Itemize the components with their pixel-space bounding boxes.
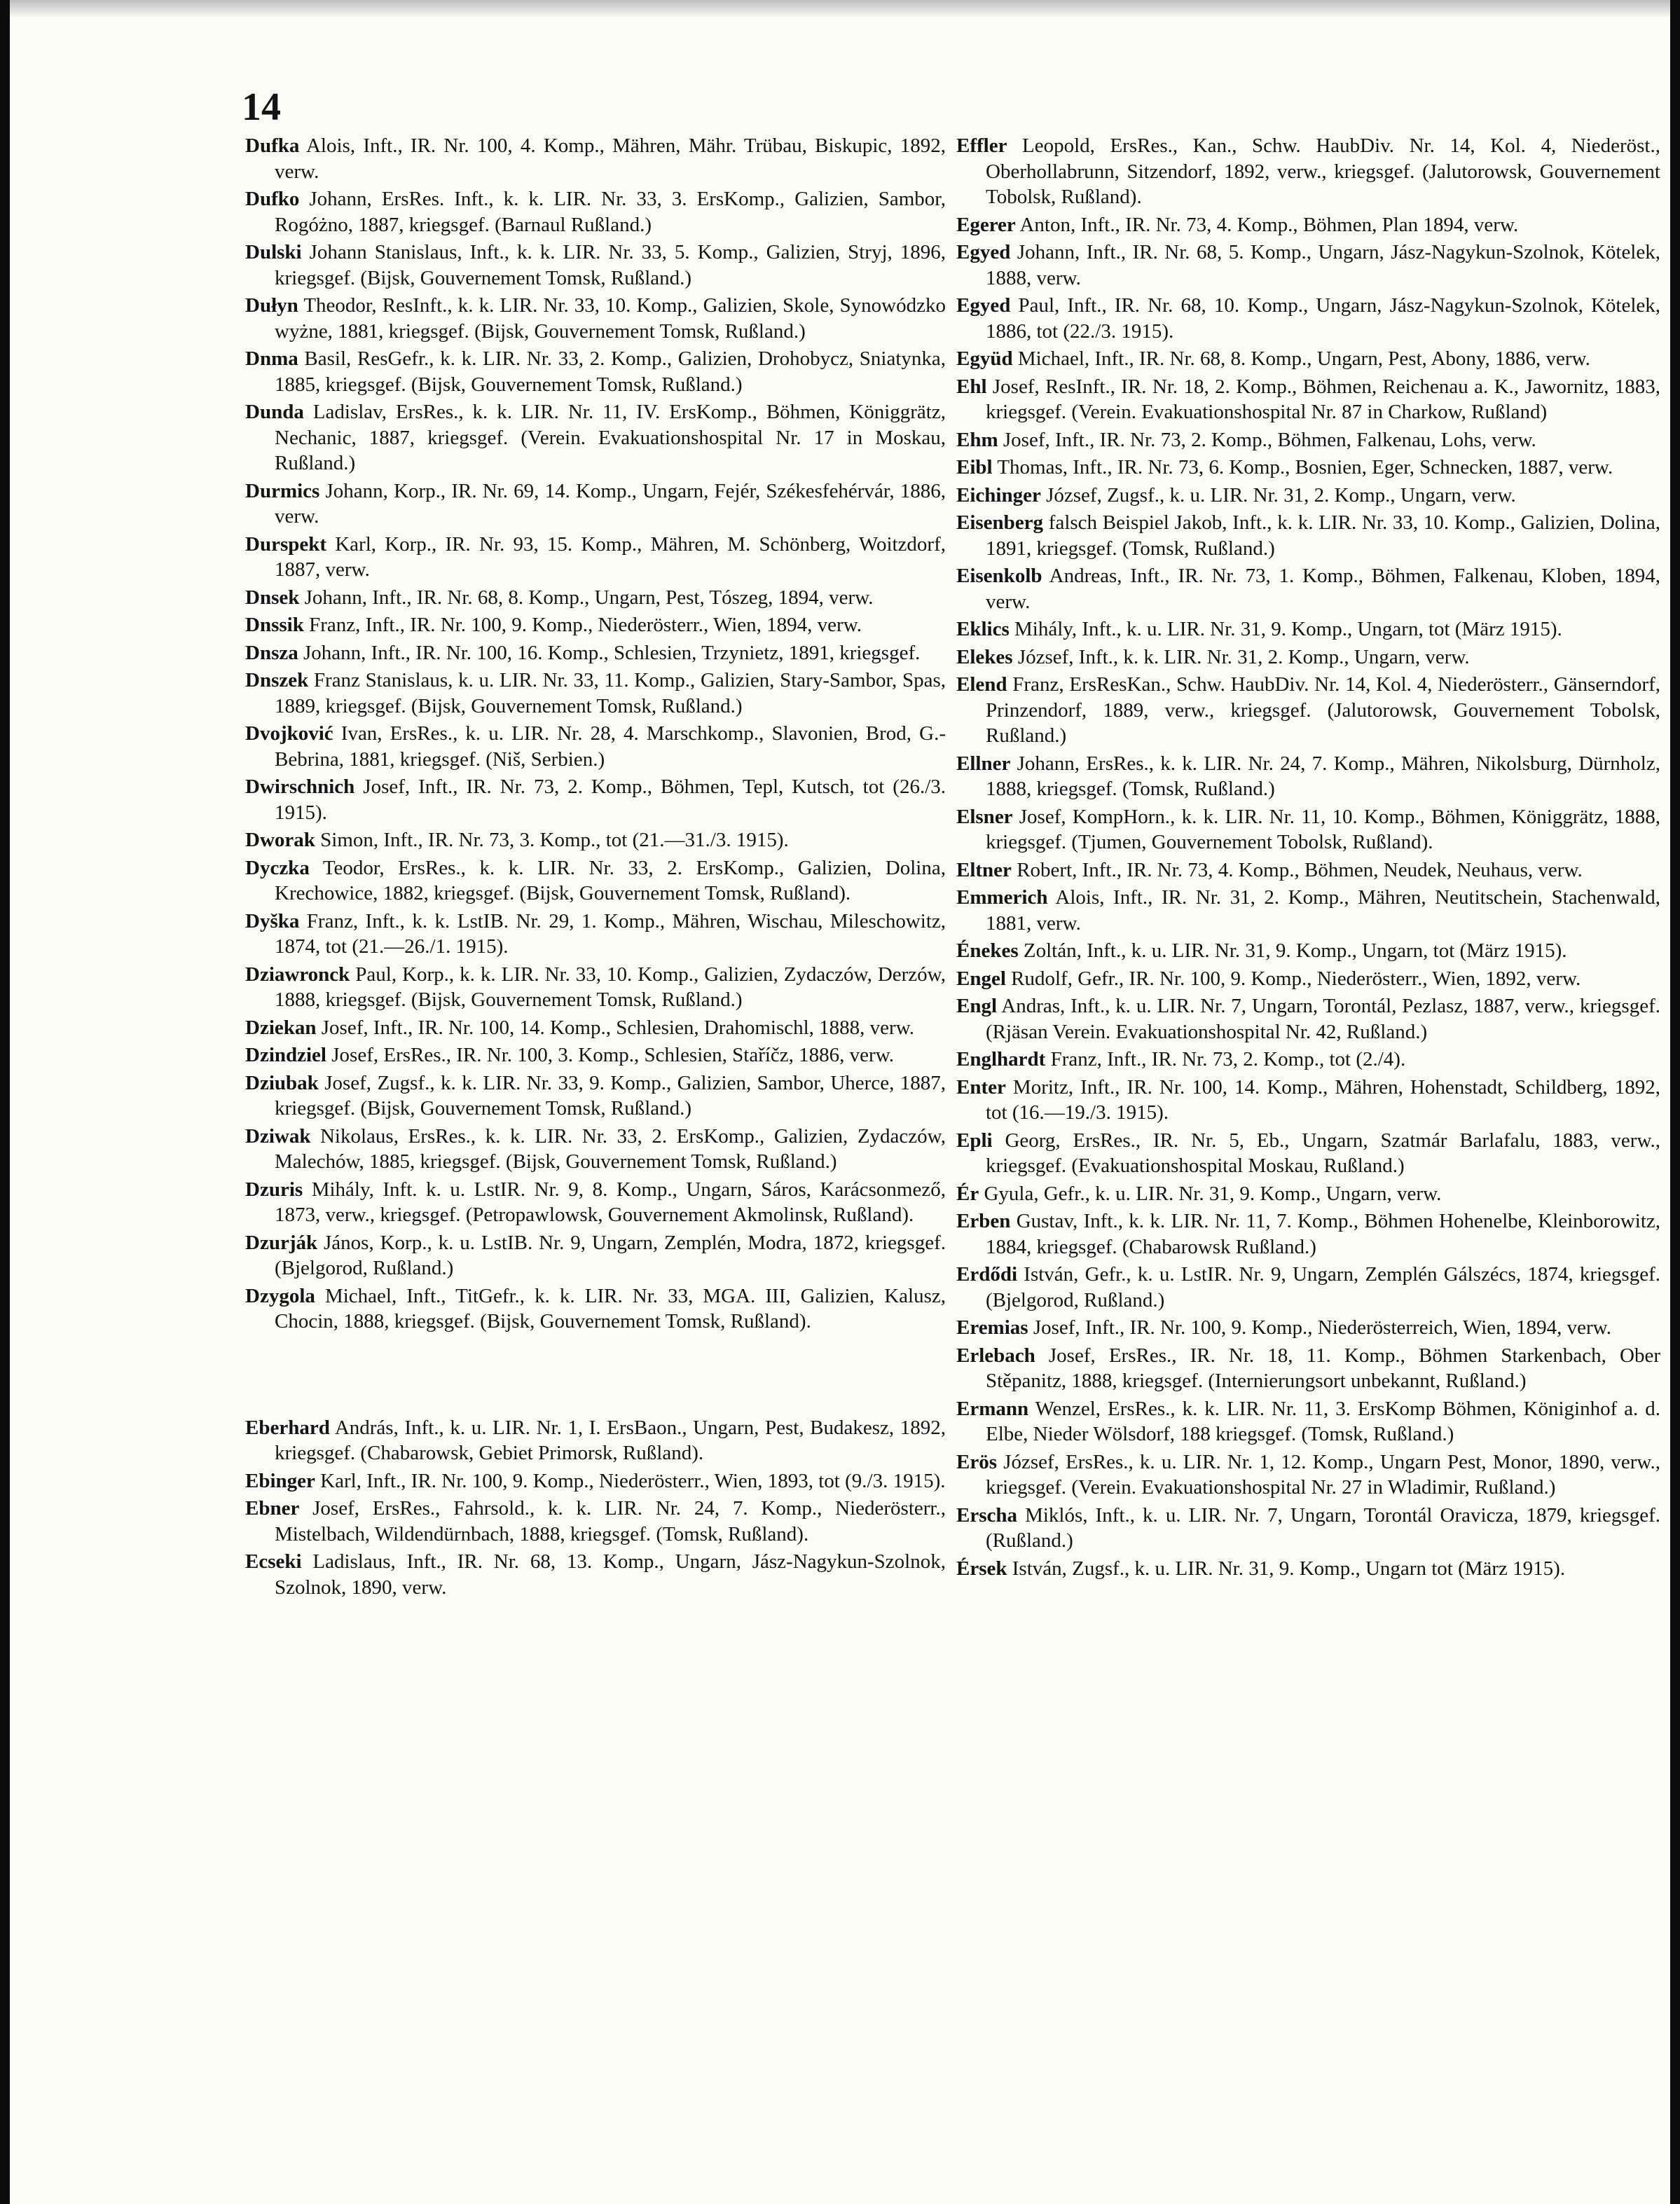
entry-surname: Dziubak (245, 1071, 319, 1094)
register-entry (245, 399, 946, 476)
entry-details: Josef, Inft., IR. Nr. 100, 9. Komp., Niederösterreich, Wien, 1894, verw. (1028, 1316, 1611, 1339)
entry-surname: Dziwak (245, 1124, 311, 1148)
entry-details: Georg, ErsRes., IR. Nr. 5, Eb., Ungarn, Szatmár Barlafalu, 1883, verw., kriegsgef. (Evakuationshospital Moskau, Rußland.) (986, 1129, 1660, 1177)
register-entry (956, 1449, 1660, 1501)
entry-surname: Egerer (956, 213, 1016, 236)
register-entry (245, 612, 946, 638)
entry-surname: Enter (956, 1075, 1006, 1098)
entry-surname: Eichinger (956, 483, 1041, 507)
entry-details: István, Zugsf., k. u. LIR. Nr. 31, 9. Komp., Ungarn tot (März 1915). (1007, 1557, 1566, 1580)
entry-surname: Elsner (956, 805, 1013, 828)
entry-details: Gyula, Gefr., k. u. LIR. Nr. 31, 9. Komp., Ungarn, verw. (979, 1182, 1442, 1205)
entry-details: Josef, ErsRes., IR. Nr. 100, 3. Komp., Schlesien, Staříčz, 1886, verw. (326, 1044, 895, 1066)
entry-surname: Emmerich (956, 886, 1048, 909)
entry-details: Nikolaus, ErsRes., k. k. LIR. Nr. 33, 2. ErsKomp., Galizien, Zydaczów, Malechów, 1885, kriegsgef. (Bijsk, Gouvernement Tomsk, Rußland.) (275, 1124, 946, 1173)
entry-details: Wenzel, ErsRes., k. k. LIR. Nr. 11, 3. ErsKomp Böhmen, Königinhof a. d. Elbe, Nieder Wölsdorf, 188 kriegsgef. (Tomsk, Rußland.) (986, 1397, 1660, 1445)
register-entry (956, 804, 1660, 855)
register-entry (245, 240, 946, 291)
register-entry (245, 962, 946, 1013)
entry-surname: Ér (956, 1182, 979, 1205)
entry-surname: Dnszek (245, 669, 309, 691)
entry-details: Robert, Inft., IR. Nr. 73, 4. Komp., Böhmen, Neudek, Neuhaus, verw. (1011, 858, 1583, 881)
register-entry (956, 1343, 1660, 1394)
register-entry (245, 1124, 946, 1175)
entry-details: Ladislav, ErsRes., k. k. LIR. Nr. 11, IV. ErsKomp., Böhmen, Königgrätz, Nechanic, 1887, kriegsgef. (Verein. Evakuationshospital Nr. 17 in Moskau, Rußland.) (275, 401, 946, 474)
entry-surname: Dzindziel (245, 1044, 326, 1066)
entry-surname: Dworak (245, 829, 315, 851)
entry-surname: Erlebach (956, 1344, 1035, 1367)
entry-details: Andreas, Inft., IR. Nr. 73, 1. Komp., Böhmen, Falkenau, Kloben, 1894, verw. (986, 565, 1660, 613)
entry-surname: Eisenberg (956, 511, 1044, 534)
register-entry (245, 585, 946, 611)
entry-surname: Dzurják (245, 1231, 318, 1254)
register-entry (956, 966, 1660, 992)
entry-surname: Effler (956, 135, 1007, 157)
entry-surname: Egyed (956, 294, 1011, 317)
entry-details: Franz, ErsResKan., Schw. HaubDiv. Nr. 14, Kol. 4, Niederösterr., Gänserndorf, Prinzendorf, 1889, verw., kriegsgef. (Jalutorowsk, Gouvernement Tobolsk, Rußland.) (986, 673, 1660, 747)
register-entry (956, 645, 1660, 670)
entry-surname: Eberhard (245, 1416, 330, 1439)
entry-surname: Erös (956, 1450, 997, 1473)
entry-details: János, Korp., k. u. LstIB. Nr. 9, Ungarn, Zemplén, Modra, 1872, kriegsgef. (Bjelgorod, Rußland.) (275, 1231, 946, 1279)
register-entry (245, 532, 946, 583)
entry-details: Mihály, Inft. k. u. LstIR. Nr. 9, 8. Komp., Ungarn, Sáros, Karácsonmező, 1873, verw., kriegsgef. (Petropawlowsk, Gouvernement Akmolinsk, Rußland). (275, 1178, 946, 1226)
register-entry (245, 827, 946, 853)
entry-details: Josef, Inft., IR. Nr. 73, 2. Komp., Böhmen, Falkenau, Lohs, verw. (998, 428, 1536, 451)
entry-surname: Ehl (956, 375, 987, 398)
entry-details: Franz, Inft., IR. Nr. 100, 9. Komp., Niederösterr., Wien, 1894, verw. (303, 614, 862, 636)
entry-surname: Dnma (245, 347, 298, 370)
entry-details: Teodor, ErsRes., k. k. LIR. Nr. 33, 2. ErsKomp., Galizien, Dolina, Krechowice, 1882, kriegsgef. (Bijsk, Gouvernement Tomsk, Rußland). (275, 856, 946, 904)
scan-left-edge (0, 0, 10, 2204)
entry-surname: Egyed (956, 241, 1011, 263)
entry-details: József, Inft., k. k. LIR. Nr. 31, 2. Komp., Ungarn, verw. (1012, 645, 1470, 668)
entry-surname: Englhardt (956, 1048, 1046, 1070)
register-entry (245, 1070, 946, 1122)
entry-details: falsch Beispiel Jakob, Inft., k. k. LIR. Nr. 33, 10. Komp., Galizien, Dolina, 1891, kriegsgef. (Tomsk, Rußland.) (986, 511, 1660, 560)
entry-surname: Dufka (245, 135, 300, 157)
entry-surname: Dyczka (245, 856, 310, 879)
register-entry (956, 1075, 1660, 1126)
entry-surname: Ecseki (245, 1550, 302, 1573)
register-entry (245, 1283, 946, 1335)
entry-details: Paul, Korp., k. k. LIR. Nr. 33, 10. Komp., Galizien, Zydaczów, Derzów, 1888, kriegsgef. (Bijsk, Gouvernement Tomsk, Rußland.) (275, 963, 946, 1011)
entry-details: Josef, ErsRes., IR. Nr. 18, 11. Komp., Böhmen Starkenbach, Ober Stěpanitz, 1888, kriegsgef. (Internierungsort unbekannt, Rußland.) (986, 1344, 1660, 1392)
entry-surname: Durmics (245, 479, 320, 502)
register-entry (245, 668, 946, 719)
entry-details: Josef, ErsRes., Fahrsold., k. k. LIR. Nr. 24, 7. Komp., Niederösterr., Mistelbach, Wildendürnbach, 1888, kriegsgef. (Tomsk, Rußland). (275, 1497, 946, 1545)
entry-surname: Dnssik (245, 614, 304, 636)
entry-details: Johann, ErsRes., k. k. LIR. Nr. 24, 7. Komp., Mähren, Nikolsburg, Dürnholz, 1888, kriegsgef. (Tomsk, Rußland.) (986, 752, 1660, 800)
entry-surname: Ellner (956, 752, 1011, 775)
entry-details: Simon, Inft., IR. Nr. 73, 3. Komp., tot (21.—31./3. 1915). (315, 829, 789, 851)
register-entry (245, 1468, 946, 1494)
register-entry (956, 1262, 1660, 1313)
entry-details: Paul, Inft., IR. Nr. 68, 10. Komp., Ungarn, Jász-Nagykun-Szolnok, Kötelek, 1886, tot (22./3. 1915). (986, 294, 1660, 343)
entry-details: Josef, Zugsf., k. k. LIR. Nr. 33, 9. Komp., Galizien, Sambor, Uherce, 1887, kriegsgef. (Bijsk, Gouvernement Tomsk, Rußland.) (275, 1071, 946, 1120)
register-entry (956, 455, 1660, 481)
register-entry (956, 240, 1660, 291)
entry-details: Franz Stanislaus, k. u. LIR. Nr. 33, 11. Komp., Galizien, Stary-Sambor, Spas, 1889, kriegsgef. (Bijsk, Gouvernement Tomsk, Rußland.) (275, 669, 946, 717)
entry-details: Josef, KompHorn., k. k. LIR. Nr. 11, 10. Komp., Böhmen, Königgrätz, 1888, kriegsgef. (Tjumen, Gouvernement Tobolsk, Rußland). (986, 805, 1660, 853)
entry-surname: Engel (956, 967, 1006, 990)
entry-details: József, ErsRes., k. u. LIR. Nr. 1, 12. Komp., Ungarn Pest, Monor, 1890, verw., kriegsgef. (Verein. Evakuationshospital Nr. 27 in Wladimir, Rußland.) (986, 1450, 1660, 1499)
register-entry (956, 1181, 1660, 1207)
register-entry (245, 133, 946, 184)
entry-details: Ladislaus, Inft., IR. Nr. 68, 13. Komp., Ungarn, Jász-Nagykun-Szolnok, Szolnok, 1890, verw. (275, 1550, 946, 1599)
entry-details: Josef, Inft., IR. Nr. 73, 2. Komp., Böhmen, Tepl, Kutsch, tot (26./3. 1915). (275, 776, 946, 824)
entry-surname: Ebner (245, 1497, 300, 1520)
entry-details: Franz, Inft., IR. Nr. 73, 2. Komp., tot (2./4). (1045, 1048, 1406, 1070)
scan-top-shadow (0, 0, 1680, 18)
entry-surname: Erben (956, 1210, 1011, 1232)
register-entry (956, 993, 1660, 1045)
entry-surname: Erscha (956, 1503, 1017, 1527)
register-entry (956, 1208, 1660, 1260)
scan-right-edge (1670, 0, 1680, 2204)
entry-surname: Eisenkolb (956, 565, 1042, 587)
entry-details: Rudolf, Gefr., IR. Nr. 100, 9. Komp., Niederösterr., Wien, 1892, verw. (1005, 967, 1581, 990)
entry-details: József, Zugsf., k. u. LIR. Nr. 31, 2. Komp., Ungarn, verw. (1040, 483, 1516, 507)
register-entry (245, 478, 946, 530)
entry-details: Leopold, ErsRes., Kan., Schw. HaubDiv. Nr. 14, Kol. 4, Niederöst., Oberhollabrunn, Sitzendorf, 1892, verw., kriegsgef. (Jalutorowsk, Gouvernement Tobolsk, Rußland). (986, 135, 1660, 208)
entry-surname: Dułyn (245, 294, 298, 317)
right-column (956, 133, 1660, 1583)
entry-details: Theodor, ResInft., k. k. LIR. Nr. 33, 10. Komp., Galizien, Skole, Synowódzko wyżne, 1881, kriegsgef. (Bijsk, Gouvernement Tomsk, Rußland.) (275, 294, 946, 343)
entry-surname: Eibl (956, 456, 993, 478)
entry-surname: Dzygola (245, 1284, 315, 1307)
register-entry (956, 483, 1660, 509)
entry-surname: Dziawronck (245, 963, 350, 986)
entry-details: Johann, Inft., IR. Nr. 68, 8. Komp., Ungarn, Pest, Tószeg, 1894, verw. (299, 586, 874, 609)
entry-details: Alois, Inft., IR. Nr. 100, 4. Komp., Mähren, Mähr. Trübau, Biskupic, 1892, verw. (275, 135, 946, 183)
register-entry (956, 374, 1660, 425)
entry-details: Josef, ResInft., IR. Nr. 18, 2. Komp., Böhmen, Reichenau a. K., Jawornitz, 1883, kriegsgef. (Verein. Evakuationshospital Nr. 87 in Charkow, Rußland) (986, 375, 1660, 423)
register-entry (956, 617, 1660, 642)
register-entry (245, 855, 946, 907)
register-entry (245, 721, 946, 772)
entry-details: Franz, Inft., k. k. LstIB. Nr. 29, 1. Komp., Mähren, Wischau, Mileschowitz, 1874, tot (21.—26./1. 1915). (275, 909, 946, 958)
register-entry (245, 293, 946, 344)
register-entry (245, 1015, 946, 1041)
entry-surname: Együd (956, 347, 1013, 370)
entry-surname: Eremias (956, 1316, 1028, 1339)
register-entry (956, 1047, 1660, 1073)
register-entry (956, 672, 1660, 749)
entry-details: Ivan, ErsRes., k. u. LIR. Nr. 28, 4. Marschkomp., Slavonien, Brod, G.-Bebrina, 1881, kriegsgef. (Niš, Serbien.) (275, 722, 946, 771)
entry-details: Miklós, Inft., k. u. LIR. Nr. 7, Ungarn, Torontál Oravicza, 1879, kriegsgef. (Rußland.) (986, 1503, 1660, 1552)
entry-details: Gustav, Inft., k. k. LIR. Nr. 11, 7. Komp., Böhmen Hohenelbe, Kleinborowitz, 1884, kriegsgef. (Chabarowsk Rußland.) (986, 1210, 1660, 1258)
entry-details: Mihály, Inft., k. u. LIR. Nr. 31, 9. Komp., Ungarn, tot (März 1915). (1009, 618, 1562, 640)
entry-details: Johann Stanislaus, Inft., k. k. LIR. Nr. 33, 5. Komp., Galizien, Stryj, 1896, kriegsgef. (Bijsk, Gouvernement Tomsk, Rußland.) (275, 241, 946, 289)
register-entry (245, 186, 946, 237)
entry-details: Michael, Inft., TitGefr., k. k. LIR. Nr. 33, MGA. III, Galizien, Kalusz, Chocin, 1888, kriegsgef. (Bijsk, Gouvernement Tomsk, Rußland). (275, 1284, 946, 1332)
entry-surname: Elekes (956, 645, 1013, 668)
entry-details: Anton, Inft., IR. Nr. 73, 4. Komp., Böhmen, Plan 1894, verw. (1015, 213, 1519, 236)
entry-surname: Dunda (245, 401, 304, 423)
entry-surname: Énekes (956, 939, 1019, 962)
entry-surname: Ermann (956, 1397, 1029, 1420)
entry-surname: Dyška (245, 909, 300, 932)
register-entry (956, 1556, 1660, 1582)
entry-surname: Elend (956, 673, 1007, 696)
entry-details: Zoltán, Inft., k. u. LIR. Nr. 31, 9. Komp., Ungarn, tot (März 1915). (1018, 939, 1567, 962)
entry-surname: Dvojković (245, 722, 333, 745)
register-entry (956, 510, 1660, 561)
register-entry (956, 1315, 1660, 1341)
entry-details: István, Gefr., k. u. LstIR. Nr. 9, Ungarn, Zemplén Gálszécs, 1874, kriegsgef. (Bjelgorod, Rußland.) (986, 1263, 1660, 1311)
entry-surname: Érsek (956, 1557, 1007, 1580)
entry-details: Johann, ErsRes. Inft., k. k. LIR. Nr. 33, 3. ErsKomp., Galizien, Sambor, Rogóżno, 1887, kriegsgef. (Barnaul Rußland.) (275, 188, 946, 236)
register-entry (956, 212, 1660, 238)
entry-surname: Dwirschnich (245, 776, 355, 798)
entry-surname: Erdődi (956, 1263, 1018, 1286)
entry-details: Alois, Inft., IR. Nr. 31, 2. Komp., Mähren, Neutitschein, Stachenwald, 1881, verw. (986, 886, 1660, 935)
register-entry (956, 858, 1660, 883)
entry-surname: Durspekt (245, 532, 327, 556)
page-number: 14 (242, 85, 281, 129)
register-entry (245, 640, 946, 666)
register-entry (245, 1177, 946, 1228)
entry-details: Johann, Inft., IR. Nr. 100, 16. Komp., Schlesien, Trzynietz, 1891, kriegsgef. (298, 641, 921, 664)
register-entry (956, 133, 1660, 210)
entry-surname: Eltner (956, 858, 1012, 881)
entry-surname: Eklics (956, 618, 1010, 640)
register-entry (956, 938, 1660, 964)
register-entry (245, 1549, 946, 1600)
register-entry (956, 1128, 1660, 1179)
register-entry (956, 1503, 1660, 1554)
register-entry (245, 1230, 946, 1281)
entry-surname: Engl (956, 995, 998, 1017)
entry-surname: Dulski (245, 241, 302, 263)
register-entry (245, 1415, 946, 1466)
entry-details: Josef, Inft., IR. Nr. 100, 14. Komp., Schlesien, Drahomischl, 1888, verw. (316, 1016, 915, 1039)
entry-surname: Epli (956, 1129, 993, 1152)
register-entry (245, 909, 946, 960)
register-entry (956, 1396, 1660, 1447)
entry-surname: Ebinger (245, 1469, 315, 1492)
entry-details: Karl, Korp., IR. Nr. 93, 15. Komp., Mähren, M. Schönberg, Woitzdorf, 1887, verw. (275, 532, 946, 581)
entry-details: András, Inft., k. u. LIR. Nr. 1, I. ErsBaon., Ungarn, Pest, Budakesz, 1892, kriegsgef. (Chabarowsk, Gebiet Primorsk, Rußland). (275, 1416, 946, 1464)
left-column (245, 133, 946, 1602)
entry-details: Michael, Inft., IR. Nr. 68, 8. Komp., Ungarn, Pest, Abony, 1886, verw. (1012, 347, 1590, 370)
entry-details: Andras, Inft., k. u. LIR. Nr. 7, Ungarn, Torontál, Pezlasz, 1887, verw., kriegsgef. (Rjäsan Verein. Evakuationshospital Nr. 42, Rußland.) (986, 995, 1660, 1043)
entry-details: Moritz, Inft., IR. Nr. 100, 14. Komp., Mähren, Hohenstadt, Schildberg, 1892, tot (16.—19./3. 1915). (986, 1075, 1660, 1124)
register-entry (956, 751, 1660, 802)
register-entry (956, 293, 1660, 344)
entry-surname: Dziekan (245, 1016, 317, 1039)
register-entry (245, 346, 946, 397)
entry-surname: Dnsek (245, 586, 300, 609)
entry-surname: Dufko (245, 188, 300, 210)
register-entry (245, 774, 946, 825)
register-entry (245, 1042, 946, 1068)
register-entry (245, 1496, 946, 1547)
section-gap (245, 1337, 946, 1415)
entry-surname: Dzuris (245, 1178, 303, 1201)
entry-details: Johann, Korp., IR. Nr. 69, 14. Komp., Ungarn, Fejér, Székesfehérvár, 1886, verw. (275, 479, 946, 528)
entry-details: Thomas, Inft., IR. Nr. 73, 6. Komp., Bosnien, Eger, Schnecken, 1887, verw. (992, 456, 1613, 478)
entry-details: Karl, Inft., IR. Nr. 100, 9. Komp., Niederösterr., Wien, 1893, tot (9./3. 1915). (315, 1469, 946, 1492)
register-entry (956, 346, 1660, 372)
entry-details: Basil, ResGefr., k. k. LIR. Nr. 33, 2. Komp., Galizien, Drohobycz, Sniatynka, 1885, kriegsgef. (Bijsk, Gouvernement Tomsk, Rußland.) (275, 347, 946, 396)
register-entry (956, 427, 1660, 453)
entry-details: Johann, Inft., IR. Nr. 68, 5. Komp., Ungarn, Jász-Nagykun-Szolnok, Kötelek, 1888, verw. (986, 241, 1660, 289)
register-entry (956, 885, 1660, 936)
register-entry (956, 563, 1660, 614)
entry-surname: Ehm (956, 428, 998, 451)
entry-surname: Dnsza (245, 641, 298, 664)
